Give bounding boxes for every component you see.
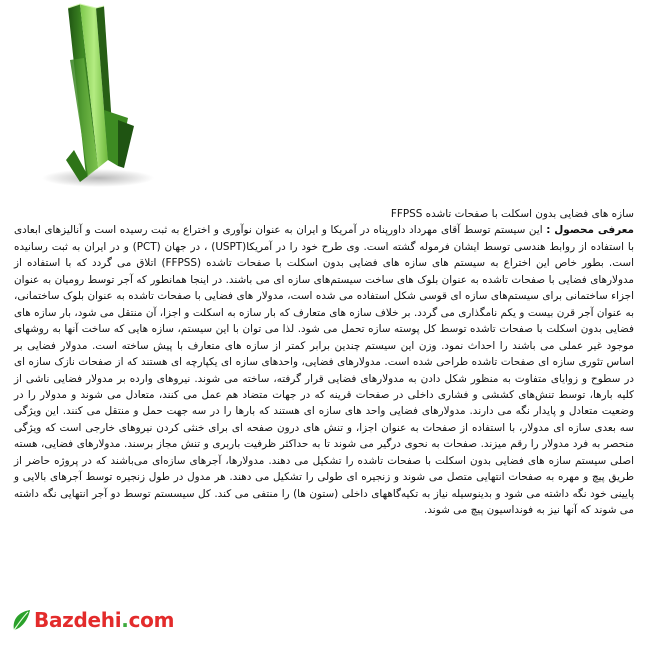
watermark-tld: com [128,608,175,632]
header-illustration [0,0,650,200]
document-body [14,206,634,519]
intro-label: معرفی محصول : [546,224,634,237]
watermark-text [34,608,174,632]
watermark-dot: . [121,608,129,632]
paragraph-text: این سیستم توسط آقای مهرداد داورپناه در آمریکا و ایران به عنوان نوآوری و اختراع به ثبت رسیده است و آنالیزهای ابعادی با استفاده از روابط هندسی توسط ایشان فرموله گشته است. وی طرح خود را در آمریکا(USPT) ، در جهان (PCT) و در ایران به ثبت رسانیده است. بطور خاص این اختراع به سیستم های سازه های فضایی بدون اسکلت با صفحات تاشده (FFPSS) اتلاق می گردد که با استفاده از مدولارهای فضایی با صفحات تاشده به عنوان بلوک های ساخت سیستم‌های سازه ای می باشند. در اینجا همانطور که آجر توسط رومیان به عنوان اجزاء ساختمانی برای سیستم‌های سازه ای قوسی شکل استفاده می شده است، مدولار های فضایی با صفحات تاشده به عنوان بلوک ساختمانی، به عنوان آجر قرن بیست و یکم نامگذاری می گردد. بر خلاف سازه های متعارف که بار سازه به اسکلت و اجزا، آن منتقل می شود، بار سازه های فضایی بدون اسکلت با صفحات تاشده توسط کل پوسته سازه تحمل می شود. لذا می توان با این سیستم، سازه هایی که ساخت آنها به روشهای موجود غیر عملی می باشند را احداث نمود. وزن این سیستم چندین برابر کمتر از سازه های متعارف با پیش ساخته است. مدولار فضایی بر اساس تئوری سازه ای صفحات تاشده طراحی شده است. مدولارهای فضایی، واحدهای سازه ای یکپارچه ای هستند که از صفحات نازک سازه ای در سطوح و زوایای متفاوت به منظور شکل دادن به مدولارهای فضایی قرار گرفته، ساخته می شوند. نیروهای وارده بر مدولار فضایی ناشی از کلیه بارها، توسط تنش‌های کششی و فشاری داخلی در صفحات قرینه که در جهات متضاد هم عمل می کنند، متعادل می شوند و مدولار را در وضعیت متعادل و پایدار نگه می دارند. مدولارهای فضایی واحد های سازه ای هستند که بارها را در سه جهت حمل و منتقل می کنند. این ویژگی سه بعدی سازه ای مدولار، با استفاده از صفحات به عنوان اجزا، و تنش های درون صفحه ای برای خنثی کردن نیروهای خارجی است که ویژگی منحصر به فرد مدولار را رقم میزند. صفحات به نحوی درگیر می شوند تا به حداکثر ظرفیت باربری و تنش مجاز برسند. مدولارهای فضایی، هسته اصلی سیستم سازه های فضایی بدون اسکلت با صفحات تاشده را تشکیل می دهند. مدولارها، آجرهای سازه‌ای می‌باشند که در پروژه حاضر از طریق پیچ و مهره به صفحات انتهایی متصل می شوند و زنجیره ای طولی را تشکیل می دهند. هر مدول در طول زنجیره توسط آجرهای بالایی و پایینی خود نگه داشته می شود و بدینوسیله نیاز به تکیه‌گاههای داخلی (ستون ها) را منتفی می کند. کل سیسستم توسط دو آجر انتهایی نگه داشته می شوند که آنها نیز به فونداسیون پیچ می شوند. [14,224,634,517]
watermark-brand: Bazdehi [34,608,122,632]
document-paragraph [14,222,634,518]
column-flare-shade [118,120,134,168]
folded-plate-column-graphic [0,0,650,200]
document-title: سازه های فضایی بدون اسکلت با صفحات تاشده FFPSS [390,208,634,220]
leaf-logo-icon [10,608,32,632]
watermark [10,607,174,633]
shadow-shape [42,169,154,187]
